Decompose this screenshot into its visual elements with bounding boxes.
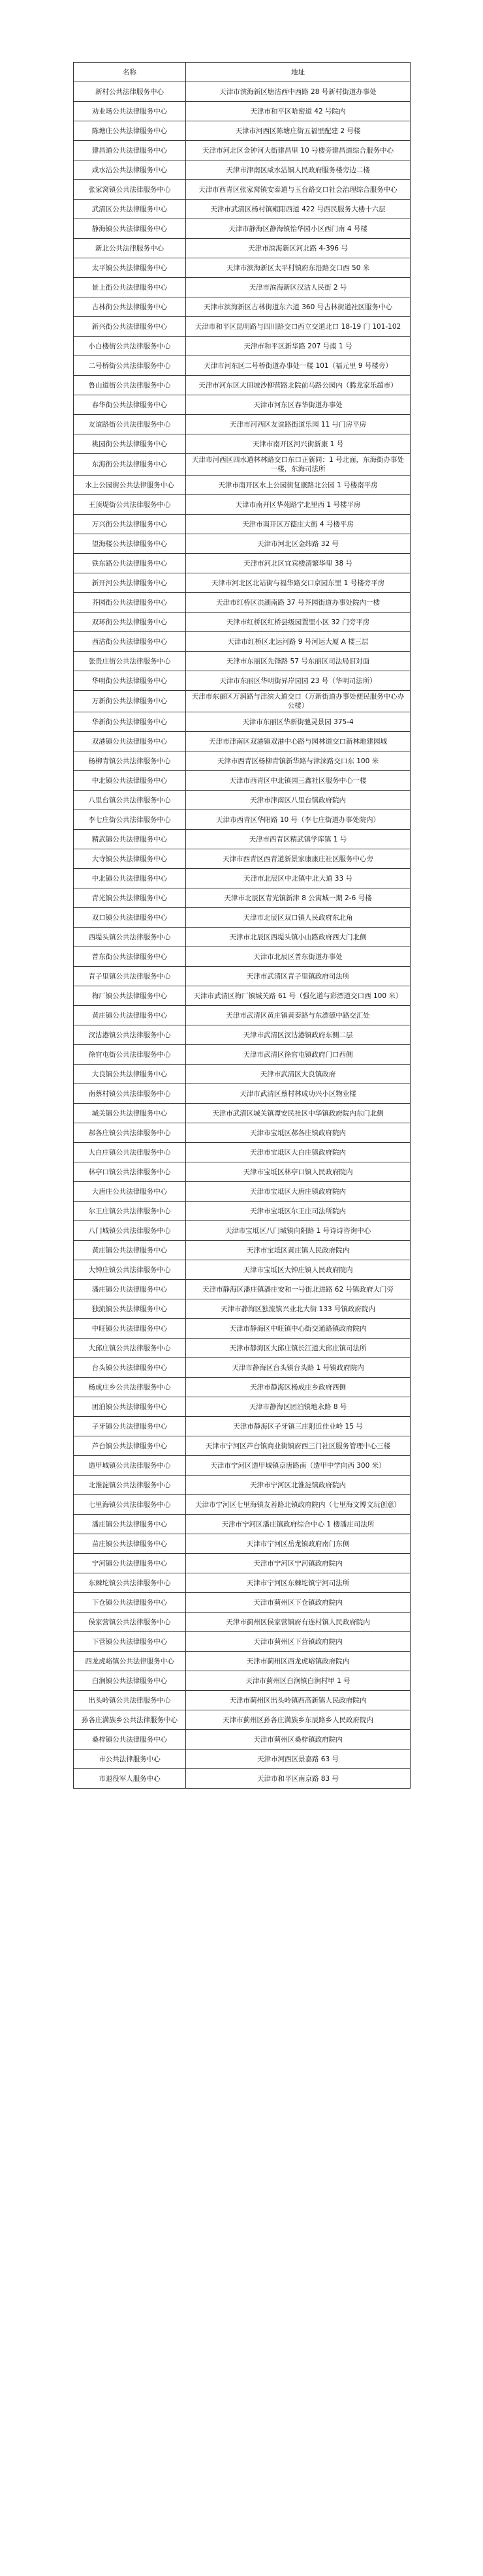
table-row [74,928,411,947]
address-cell: 天津市津南区双港镇双港中心路与园林道交口新林地建园城 [186,732,411,751]
table-row [74,810,411,830]
address-cell: 天津市武清区梅厂镇城关路 61 号（强化道与彩漂道交口西 100 米） [186,986,411,1006]
table-row [74,849,411,869]
address-cell: 天津市北辰区西堤头镇小山路政府西大门北侧 [186,928,411,947]
address-cell: 天津市河北区金纬路 32 号 [186,534,411,554]
name-cell: 下仓镇公共法律服务中心 [74,1593,186,1613]
name-cell: 桃园街公共法律服务中心 [74,434,186,454]
service-center-table [73,62,411,1789]
table-row [74,1495,411,1515]
name-cell: 大白庄镇公共法律服务中心 [74,1143,186,1162]
name-cell: 市公共法律服务中心 [74,1750,186,1769]
name-cell: 武清区公共法律服务中心 [74,200,186,219]
table-row [74,415,411,434]
table-row [74,160,411,180]
address-cell: 天津市蓟州区下营镇政府院内 [186,1632,411,1652]
table-row [74,632,411,652]
address-cell: 天津市宝坻区大钟庄镇人民政府院内 [186,1260,411,1280]
address-cell: 天津市武清区蔡村林成功兴小区物业楼 [186,1084,411,1104]
name-cell: 普东街公共法律服务中心 [74,947,186,967]
table-row [74,395,411,415]
table-row [74,1710,411,1730]
name-cell: 二号桥街公共法律服务中心 [74,356,186,376]
name-cell: 望海楼公共法律服务中心 [74,534,186,554]
name-cell: 大钟庄镇公共法律服务中心 [74,1260,186,1280]
name-cell: 南蔡村镇公共法律服务中心 [74,1084,186,1104]
name-cell: 徐官屯街公共法律服务中心 [74,1045,186,1065]
table-row [74,1182,411,1202]
name-cell: 李七庄街公共法律服务中心 [74,810,186,830]
address-cell: 天津市静海区静海镇怡华园小区西门南 4 号楼 [186,219,411,239]
address-cell: 天津市武清区青子里镇政府司法所 [186,967,411,986]
table-row [74,1045,411,1065]
address-cell: 天津市东丽区华新街驰灵景园 375-4 [186,712,411,732]
name-cell: 静海镇公共法律服务中心 [74,219,186,239]
name-cell: 中北镇公共法律服务中心 [74,771,186,791]
address-cell: 天津市蓟州区出头岭镇西高新镇人民政府院内 [186,1691,411,1710]
table-row [74,967,411,986]
name-cell: 大邱庄镇公共法律服务中心 [74,1339,186,1358]
name-cell: 白涧镇公共法律服务中心 [74,1671,186,1691]
name-cell: 杨成庄乡公共法律服务中心 [74,1378,186,1397]
address-cell: 天津市宁河区东棘坨镇宁河司法所 [186,1573,411,1593]
address-cell: 天津市宝坻区黄庄镇人民政府院内 [186,1241,411,1260]
table-row [74,1691,411,1710]
table-row [74,869,411,888]
address-cell: 天津市和平区南京路 83 号 [186,1769,411,1789]
table-row [74,141,411,160]
table-row [74,1671,411,1691]
table-row [74,888,411,908]
table-row [74,1358,411,1378]
name-cell: 新开河公共法律服务中心 [74,573,186,593]
name-cell: 苗庄镇公共法律服务中心 [74,1534,186,1554]
address-cell: 天津市宁河区潘庄镇政府综合中心 1 楼潘庄司法所 [186,1515,411,1534]
address-cell: 天津市蓟州区侯家营镇府有连村镇人民政府院内 [186,1613,411,1632]
table-row [74,1397,411,1417]
table-row [74,337,411,356]
address-cell: 天津市宝坻区郝各庄镇政府院内 [186,1123,411,1143]
name-cell: 黄庄镇公共法律服务中心 [74,1006,186,1025]
name-cell: 水上公园街公共法律服务中心 [74,476,186,495]
address-cell: 天津市静海区台头镇台头路 1 号镇政府院内 [186,1358,411,1378]
address-cell: 天津市和平区哈密道 42 号院内 [186,102,411,121]
table-row [74,180,411,200]
address-cell: 天津市宝坻区大唐庄镇政府院内 [186,1182,411,1202]
address-cell: 天津市北辰区双口镇人民政府东北角 [186,908,411,928]
table-row [74,102,411,121]
name-cell: 独流镇公共法律服务中心 [74,1299,186,1319]
address-cell: 天津市西青区华阳路 10 号（李七庄街道办事处院内） [186,810,411,830]
table-row [74,1241,411,1260]
name-cell: 八门城镇公共法律服务中心 [74,1221,186,1241]
header-address: 地址 [186,63,411,82]
address-cell: 天津市北辰区中北镇中北大道 33 号 [186,869,411,888]
address-cell: 天津市河西区陈塘庄街五福里配建 2 号楼 [186,121,411,141]
table-row [74,1750,411,1769]
table-row [74,1534,411,1554]
table-row [74,1025,411,1045]
address-cell: 天津市南开区万德庄大街 4 号楼平房 [186,515,411,534]
name-cell: 孙各庄满族乡公共法律服务中心 [74,1710,186,1730]
table-row [74,1632,411,1652]
name-cell: 北淮淀镇公共法律服务中心 [74,1476,186,1495]
table-row [74,613,411,632]
name-cell: 尔王庄镇公共法律服务中心 [74,1202,186,1221]
table-row [74,515,411,534]
table-row [74,671,411,691]
table-row [74,1006,411,1025]
table-row [74,1123,411,1143]
table-row [74,1162,411,1182]
address-cell: 天津市红桥区洪湖南路 37 号芥园街道办事处院内一楼 [186,593,411,613]
table-header-row [74,63,411,82]
address-cell: 天津市河西区四水道林林路交口东口正新同：1 号北面，东海街办事处一楼，东海司法所 [186,454,411,476]
address-cell: 天津市南开区河兴街新康 1 号 [186,434,411,454]
table-row [74,830,411,849]
name-cell: 芥园街公共法律服务中心 [74,593,186,613]
address-cell: 天津市蓟州区下仓镇政府院内 [186,1593,411,1613]
name-cell: 城关镇公共法律服务中心 [74,1104,186,1123]
name-cell: 潘庄镇公共法律服务中心 [74,1280,186,1299]
name-cell: 西堤头镇公共法律服务中心 [74,928,186,947]
table-row [74,986,411,1006]
name-cell: 双口镇公共法律服务中心 [74,908,186,928]
table-row [74,1573,411,1593]
name-cell: 青光镇公共法律服务中心 [74,888,186,908]
name-cell: 华新街公共法律服务中心 [74,712,186,732]
address-cell: 天津市蓟州区西龙虎峪镇政府院内 [186,1652,411,1671]
name-cell: 团泊镇公共法律服务中心 [74,1397,186,1417]
address-cell: 天津市西青区张家窝镇安泰道与玉台路交口社会治理综合服务中心 [186,180,411,200]
name-cell: 陈塘庄公共法律服务中心 [74,121,186,141]
name-cell: 友谊路街公共法律服务中心 [74,415,186,434]
table-row [74,1554,411,1573]
address-cell: 天津市滨海新区塘沽西中西路 28 号新村街道办事处 [186,82,411,102]
address-cell: 天津市武清区城关镇谭安民社区中华镇政府院内东门北侧 [186,1104,411,1123]
name-cell: 新北公共法律服务中心 [74,239,186,258]
table-row [74,239,411,258]
table-row [74,1065,411,1084]
address-cell: 天津市西青区精武镇学库镇 1 号 [186,830,411,849]
name-cell: 桑梓镇公共法律服务中心 [74,1730,186,1750]
table-row [74,1084,411,1104]
address-cell: 天津市北辰区青光镇新津 8 公寓城一期 2-6 号楼 [186,888,411,908]
table-row [74,751,411,771]
address-cell: 天津市宁河区岳龙镇政府南门东侧 [186,1534,411,1554]
address-cell: 天津市河东区二号桥街道办事处一楼 101（福元里 9 号楼旁） [186,356,411,376]
address-cell: 天津市静海区潘庄镇潘庄安和一号街北进路 62 号镇政府大门旁 [186,1280,411,1299]
table-row [74,434,411,454]
name-cell: 中旺镇公共法律服务中心 [74,1319,186,1339]
name-cell: 大唐庄公共法律服务中心 [74,1182,186,1202]
address-cell: 天津市西青区中北镇园三鑫社区服务中心一楼 [186,771,411,791]
address-cell: 天津市河东区春华街道办事处 [186,395,411,415]
address-cell: 天津市和平区新华路 207 号南 1 号 [186,337,411,356]
address-cell: 天津市南开区水上公园街复康路北公园 1 号楼南平房 [186,476,411,495]
address-cell: 天津市河北区宜宾楼清繁华里 38 号 [186,554,411,573]
table-row [74,947,411,967]
name-cell: 小白楼街公共法律服务中心 [74,337,186,356]
name-cell: 铁东路公共法律服务中心 [74,554,186,573]
address-cell: 天津市滨海新区古林街道东六道 360 号古林街道社区服务中心 [186,297,411,317]
name-cell: 春华街公共法律服务中心 [74,395,186,415]
table-row [74,121,411,141]
table-row [74,297,411,317]
address-cell: 天津市津南区咸水沽镇人民政府服务楼旁边二楼 [186,160,411,180]
name-cell: 林亭口镇公共法律服务中心 [74,1162,186,1182]
name-cell: 大良镇公共法律服务中心 [74,1065,186,1084]
address-cell: 天津市河北区北站街与福华路交口京园东里 1 号楼旁平房 [186,573,411,593]
table-row [74,534,411,554]
name-cell: 东海街公共法律服务中心 [74,454,186,476]
name-cell: 万兴街公共法律服务中心 [74,515,186,534]
address-cell: 天津市宝坻区尔王庄司法所院内 [186,1202,411,1221]
address-cell: 天津市东丽区先锋路 57 号东丽区司法局旧对面 [186,652,411,671]
table-row [74,1436,411,1456]
table-row [74,691,411,712]
address-cell: 天津市河西区友谊路街道乐园 11 号门房平房 [186,415,411,434]
table-row [74,317,411,337]
table-row [74,82,411,102]
address-cell: 天津市滨海新区汉沽人民街 2 号 [186,278,411,297]
address-cell: 天津市静海区杨成庄乡政府西侧 [186,1378,411,1397]
address-cell: 天津市蓟州区白涧镇白涧村甲 1 号 [186,1671,411,1691]
service-center-table-wrapper [73,62,410,1789]
name-cell: 咸水沽公共法律服务中心 [74,160,186,180]
address-cell: 天津市河西区景嘉路 63 号 [186,1750,411,1769]
name-cell: 七里海镇公共法律服务中心 [74,1495,186,1515]
table-row [74,1515,411,1534]
table-row [74,1104,411,1123]
name-cell: 子牙镇公共法律服务中心 [74,1417,186,1436]
name-cell: 王顶堤街公共法律服务中心 [74,495,186,515]
address-cell: 天津市西青区杨柳青镇新华路与津涞路交口东 100 米 [186,751,411,771]
table-row [74,258,411,278]
address-cell: 天津市红桥区北运河路 9 号河运大厦 A 楼三层 [186,632,411,652]
table-row [74,1593,411,1613]
table-row [74,1143,411,1162]
address-cell: 天津市蓟州区孙各庄满族乡东辰路乡人民政府院内 [186,1710,411,1730]
table-row [74,593,411,613]
table-row [74,1299,411,1319]
address-cell: 天津市河东区大田坡沙柳营路北院前马路公园内（腾龙家乐超市） [186,376,411,395]
table-row [74,652,411,671]
name-cell: 东棘坨镇公共法律服务中心 [74,1573,186,1593]
table-row [74,1730,411,1750]
table-row [74,476,411,495]
name-cell: 黄庄镇公共法律服务中心 [74,1241,186,1260]
table-row [74,1456,411,1476]
address-cell: 天津市宝坻区大白庄镇政府院内 [186,1143,411,1162]
name-cell: 大寺镇公共法律服务中心 [74,849,186,869]
name-cell: 古林街公共法律服务中心 [74,297,186,317]
address-cell: 天津市静海区大邱庄镇长江道大邱庄镇司法所 [186,1339,411,1358]
name-cell: 市退役军人服务中心 [74,1769,186,1789]
name-cell: 劝业场公共法律服务中心 [74,102,186,121]
address-cell: 天津市蓟州区桑梓镇政府院内 [186,1730,411,1750]
address-cell: 天津市静海区独流镇兴业北大街 133 号镇政府院内 [186,1299,411,1319]
table-row [74,573,411,593]
name-cell: 双环街公共法律服务中心 [74,613,186,632]
table-row [74,791,411,810]
name-cell: 梅厂镇公共法律服务中心 [74,986,186,1006]
table-row [74,1221,411,1241]
address-cell: 天津市静海区子牙镇三庄附近佳业岭 15 号 [186,1417,411,1436]
table-row [74,278,411,297]
name-cell: 鲁山道街公共法律服务中心 [74,376,186,395]
name-cell: 宁河镇公共法律服务中心 [74,1554,186,1573]
header-name: 名称 [74,63,186,82]
table-row [74,554,411,573]
table-row [74,1339,411,1358]
table-row [74,1476,411,1495]
name-cell: 青子里镇公共法律服务中心 [74,967,186,986]
address-cell: 天津市南开区华苑路宁北里西 1 号楼平房 [186,495,411,515]
address-cell: 天津市东丽区万润路与津滨大道交口（万新街道办事处便民服务中心办公楼） [186,691,411,712]
table-row [74,376,411,395]
name-cell: 建昌道公共法律服务中心 [74,141,186,160]
name-cell: 出头岭镇公共法律服务中心 [74,1691,186,1710]
address-cell: 天津市宁河区北淮淀镇政府院内 [186,1476,411,1495]
name-cell: 西沽街公共法律服务中心 [74,632,186,652]
address-cell: 天津市宝坻区八门城镇向阳路 1 号诗诗咨询中心 [186,1221,411,1241]
name-cell: 台头镇公共法律服务中心 [74,1358,186,1378]
table-row [74,1769,411,1789]
address-cell: 天津市武清区杨村镇雍阳西道 422 号西民服务大楼十六层 [186,200,411,219]
table-row [74,356,411,376]
name-cell: 侯家营镇公共法律服务中心 [74,1613,186,1632]
name-cell: 潘庄镇公共法律服务中心 [74,1515,186,1534]
name-cell: 景上街公共法律服务中心 [74,278,186,297]
table-row [74,1280,411,1299]
address-cell: 天津市滨海新区河北路 4-396 号 [186,239,411,258]
table-row [74,771,411,791]
address-cell: 天津市宁河区造甲城镇京唐路南（造甲中学向西 300 米） [186,1456,411,1476]
address-cell: 天津市宁河区宁河镇政府院内 [186,1554,411,1573]
table-row [74,1202,411,1221]
address-cell: 天津市武清区徐官屯镇政府门口西侧 [186,1045,411,1065]
address-cell: 天津市武清区汊沽港镇政府东侧二层 [186,1025,411,1045]
table-row [74,908,411,928]
name-cell: 双港镇公共法律服务中心 [74,732,186,751]
address-cell: 天津市武清区黄庄镇黄泰路与东漂德中路交汇处 [186,1006,411,1025]
address-cell: 天津市静海区团泊镇地永路 8 号 [186,1397,411,1417]
table-row [74,454,411,476]
address-cell: 天津市河北区金钟河大街建昌里 10 号楼旁建昌道综合服务中心 [186,141,411,160]
table-row [74,219,411,239]
name-cell: 精武镇公共法律服务中心 [74,830,186,849]
table-row [74,1417,411,1436]
name-cell: 八里台镇公共法律服务中心 [74,791,186,810]
name-cell: 张家窝镇公共法律服务中心 [74,180,186,200]
address-cell: 天津市滨海新区太平村镇府东沿路交口西 50 米 [186,258,411,278]
name-cell: 张贵庄街公共法律服务中心 [74,652,186,671]
name-cell: 中北镇公共法律服务中心 [74,869,186,888]
name-cell: 汊沽港镇公共法律服务中心 [74,1025,186,1045]
address-cell: 天津市津南区八里台镇政府院内 [186,791,411,810]
address-cell: 天津市静海区中旺镇中心街交通路镇政府院内 [186,1319,411,1339]
table-row [74,1260,411,1280]
address-cell: 天津市宁河区七里海镇友善路北镇政府院内（七里海文博文玩创意） [186,1495,411,1515]
name-cell: 华明街公共法律服务中心 [74,671,186,691]
address-cell: 天津市武清区大良镇政府 [186,1065,411,1084]
name-cell: 太平镇公共法律服务中心 [74,258,186,278]
name-cell: 新兴街公共法律服务中心 [74,317,186,337]
name-cell: 造甲城镇公共法律服务中心 [74,1456,186,1476]
table-row [74,712,411,732]
address-cell: 天津市东丽区华明街昇岸园园 23 号（华明司法所） [186,671,411,691]
table-row [74,1378,411,1397]
table-row [74,1613,411,1632]
table-row [74,732,411,751]
name-cell: 杨柳青镇公共法律服务中心 [74,751,186,771]
name-cell: 芦台镇公共法律服务中心 [74,1436,186,1456]
address-cell: 天津市北辰区普东街道办事处 [186,947,411,967]
table-row [74,495,411,515]
table-row [74,1319,411,1339]
address-cell: 天津市和平区昆明路与四川路交口西立交道北口 18-19 门 101-102 [186,317,411,337]
table-row [74,1652,411,1671]
address-cell: 天津市红桥区红桥县级园置里小区 32 门旁平房 [186,613,411,632]
address-cell: 天津市宝坻区林亭口镇人民政府院内 [186,1162,411,1182]
table-body [74,82,411,1789]
address-cell: 天津市宁河区芦台镇商业街镇府西三门社区服务管理中心三楼 [186,1436,411,1456]
name-cell: 郝各庄镇公共法律服务中心 [74,1123,186,1143]
address-cell: 天津市西青区西青道新景家康康庄社区服务中心旁 [186,849,411,869]
name-cell: 万新街公共法律服务中心 [74,691,186,712]
name-cell: 新村公共法律服务中心 [74,82,186,102]
table-row [74,200,411,219]
name-cell: 下营镇公共法律服务中心 [74,1632,186,1652]
name-cell: 西龙虎峪镇公共法律服务中心 [74,1652,186,1671]
